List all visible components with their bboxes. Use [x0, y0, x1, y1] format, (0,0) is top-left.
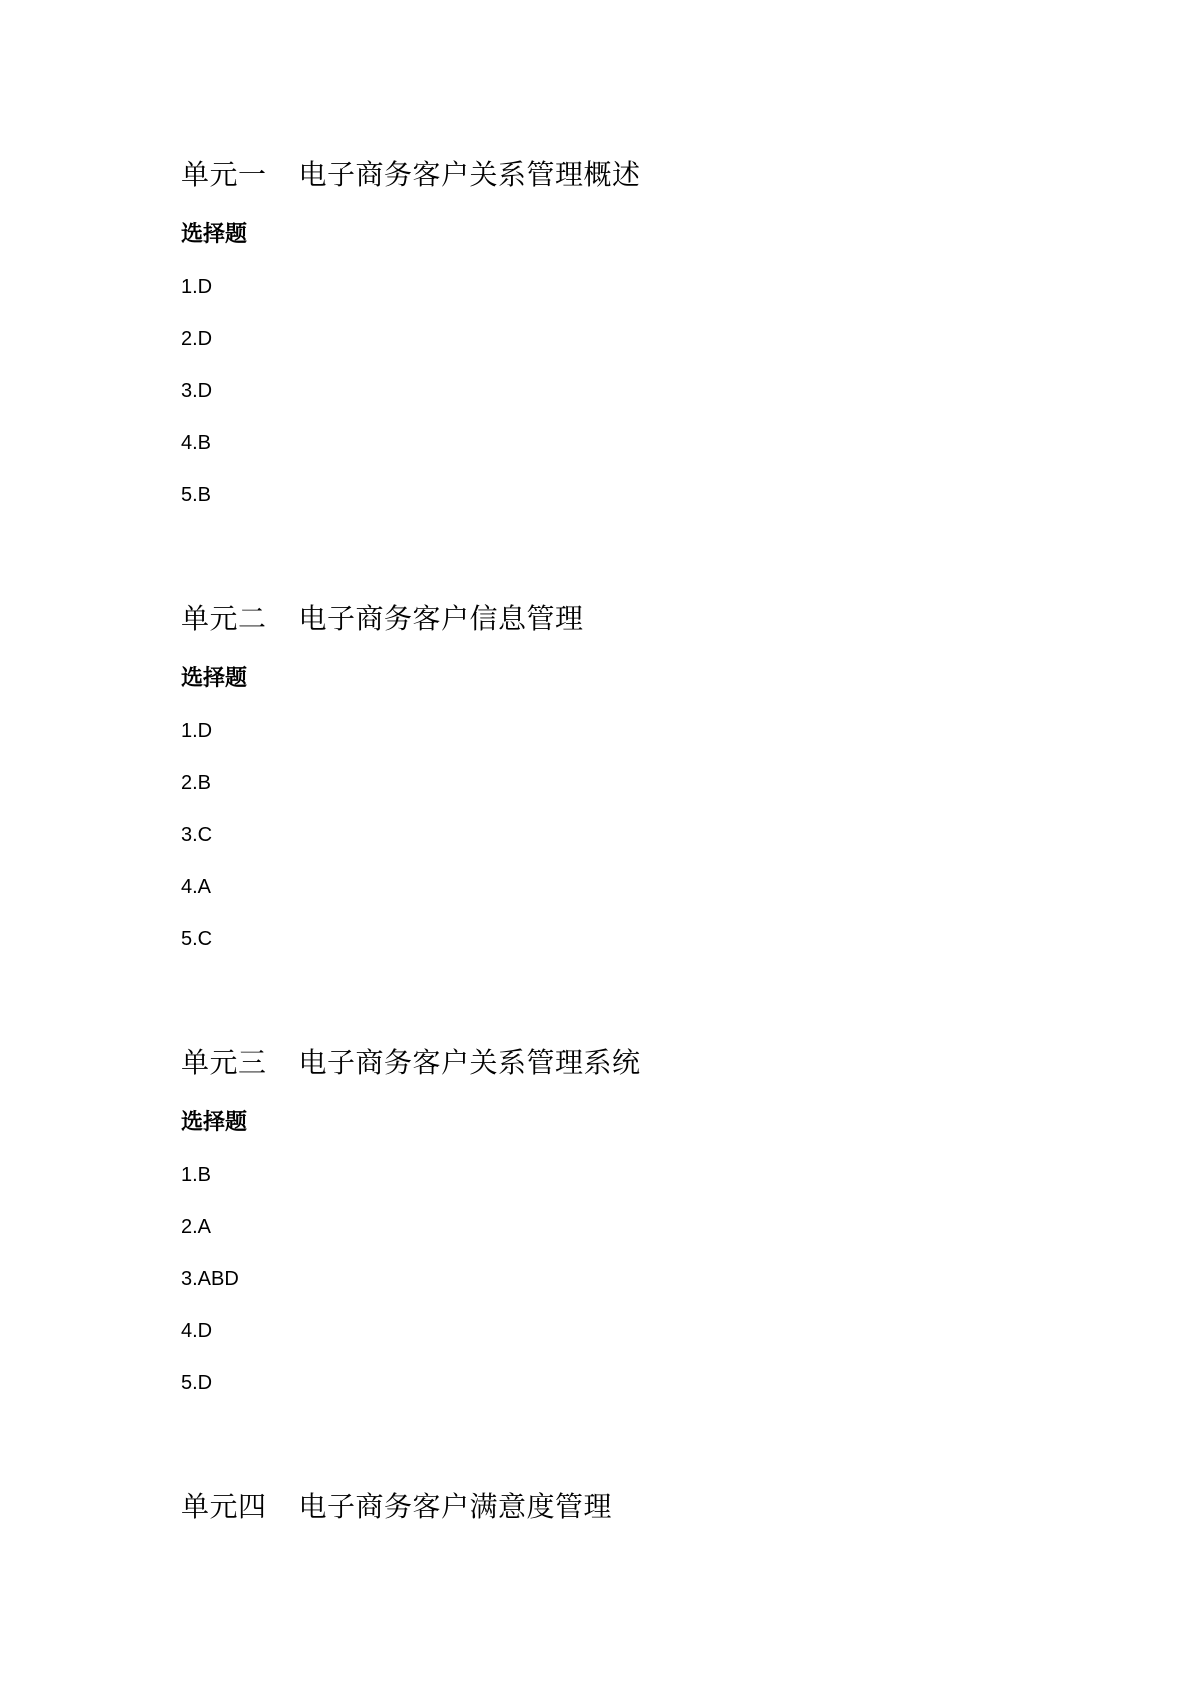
answer-item: 2.B — [181, 772, 212, 794]
section-label: 选择题 — [181, 666, 248, 691]
unit-section — [181, 1045, 641, 1397]
answer-item: 5.C — [181, 928, 213, 950]
unit-title-text: 电子商务客户关系管理系统 — [298, 1046, 641, 1079]
answer-item: 1.B — [181, 1164, 212, 1186]
answer-item: 5.B — [181, 484, 212, 506]
unit-heading — [181, 1045, 641, 1081]
unit-section — [181, 1489, 612, 1525]
unit-title-text: 电子商务客户关系管理概述 — [298, 158, 641, 191]
unit-heading — [181, 601, 584, 637]
answer-item: 3.D — [181, 380, 213, 402]
answer-item: 2.A — [181, 1216, 212, 1238]
answer-item: 3.ABD — [181, 1268, 239, 1290]
unit-number-label: 单元一 — [181, 158, 267, 191]
unit-section — [181, 601, 584, 953]
answer-item: 4.A — [181, 876, 212, 898]
answer-item: 3.C — [181, 824, 213, 846]
section-label: 选择题 — [181, 1110, 248, 1135]
unit-title-text: 电子商务客户信息管理 — [298, 602, 584, 635]
answer-item: 4.D — [181, 1320, 213, 1342]
unit-number-label: 单元三 — [181, 1046, 267, 1079]
answer-list — [181, 1161, 641, 1397]
answer-item: 4.B — [181, 432, 212, 454]
unit-number-label: 单元四 — [181, 1490, 267, 1523]
answer-item: 1.D — [181, 276, 213, 298]
answer-item: 2.D — [181, 328, 213, 350]
unit-heading — [181, 157, 641, 193]
answer-list — [181, 717, 584, 953]
section-label: 选择题 — [181, 222, 248, 247]
answer-item: 1.D — [181, 720, 213, 742]
unit-number-label: 单元二 — [181, 602, 267, 635]
answer-item: 5.D — [181, 1372, 213, 1394]
answer-list — [181, 273, 641, 509]
unit-section — [181, 157, 641, 509]
unit-title-text: 电子商务客户满意度管理 — [298, 1490, 613, 1523]
unit-heading — [181, 1489, 612, 1525]
